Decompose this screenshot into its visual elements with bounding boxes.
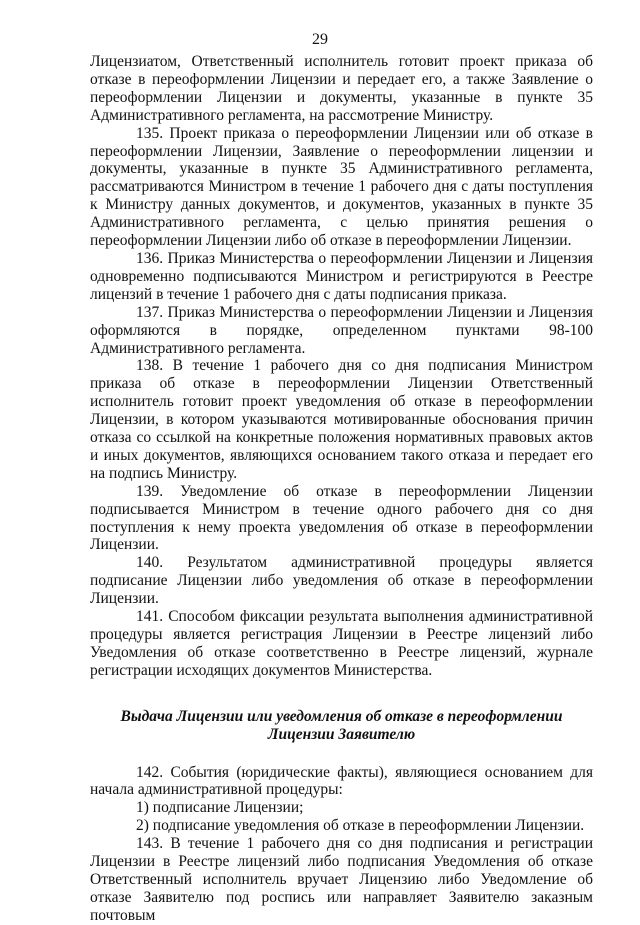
list-item-2: 2) подписание уведомления об отказе в переоформлении Лицензии. [136, 817, 585, 835]
paragraph-137: 137. Приказ Министерства о переоформлении Лицензии и Лицензия оформляются в порядке, определенном пунктами 98-100 Административного регламента. [90, 303, 593, 357]
paragraph-continuation: Лицензиатом, Ответственный исполнитель готовит проект приказа об отказе в переоформлении Лицензии и передает его, а также Заявление о переоформлении Лицензии и документы, указанные в пункте 35 Административного регламента, на рассмотрение Министру. [90, 53, 593, 124]
paragraph-139: 139. Уведомление об отказе в переоформлении Лицензии подписывается Министром в течение одного рабочего дня со дня поступления к нему проекта уведомления об отказе в переоформлении Лицензии. [90, 482, 593, 554]
paragraph-136: 136. Приказ Министерства о переоформлении Лицензии и Лицензия одновременно подписываются Министром и регистрируются в Реестре лицензий в течение 1 рабочего дня с даты подписания приказа. [90, 249, 593, 303]
section-heading: Выдача Лицензии или уведомления об отказе в переоформлении Лицензии Заявителю [120, 707, 563, 743]
paragraph-143: 143. В течение 1 рабочего дня со дня подписания и регистрации Лицензии в Реестре лицензий либо подписания Уведомления об отказе Ответственный исполнитель вручает Лицензию либо Уведомление об отказе Заявителю под роспись или направляет Заявителю заказным почтовым [90, 835, 593, 924]
page-number: 29 [312, 31, 328, 48]
paragraph-135: 135. Проект приказа о переоформлении Лицензии или об отказе в переоформлении Лицензии, Заявление о переоформлении лицензии и документы, указанные в пункте 35 Административного регламента, рассматриваются Министром в течение 1 рабочего дня с даты поступления к Министру данных документов, и документов, указанных в пункте 35 Административного регламента, с целью принятия решения о переоформлении Лицензии либо об отказе в переоформлении Лицензии. [90, 124, 593, 250]
paragraph-142: 142. События (юридические факты), являющиеся основанием для начала административной процедуры: [90, 763, 593, 799]
list-item-1: 1) подписание Лицензии; [136, 799, 304, 817]
paragraph-138: 138. В течение 1 рабочего дня со дня подписания Министром приказа об отказе в переоформлении Лицензии Ответственный исполнитель готовит проект уведомления об отказе в переоформлении Лицензии, в котором указываются мотивированные обоснования причин отказа со ссылкой на конкретные положения нормативных правовых актов и иных документов, являющихся основанием такого отказа и передает его на подпись Министру. [90, 357, 593, 482]
paragraph-141: 141. Способом фиксации результата выполнения административной процедуры является регистрация Лицензии в Реестре лицензий либо Уведомления об отказе соответственно в Реестре лицензий, журнале регистрации исходящих документов Министерства. [90, 608, 593, 679]
document-body [90, 53, 593, 925]
paragraph-140: 140. Результатом административной процедуры является подписание Лицензии либо уведомления об отказе в переоформлении Лицензии. [90, 554, 593, 608]
